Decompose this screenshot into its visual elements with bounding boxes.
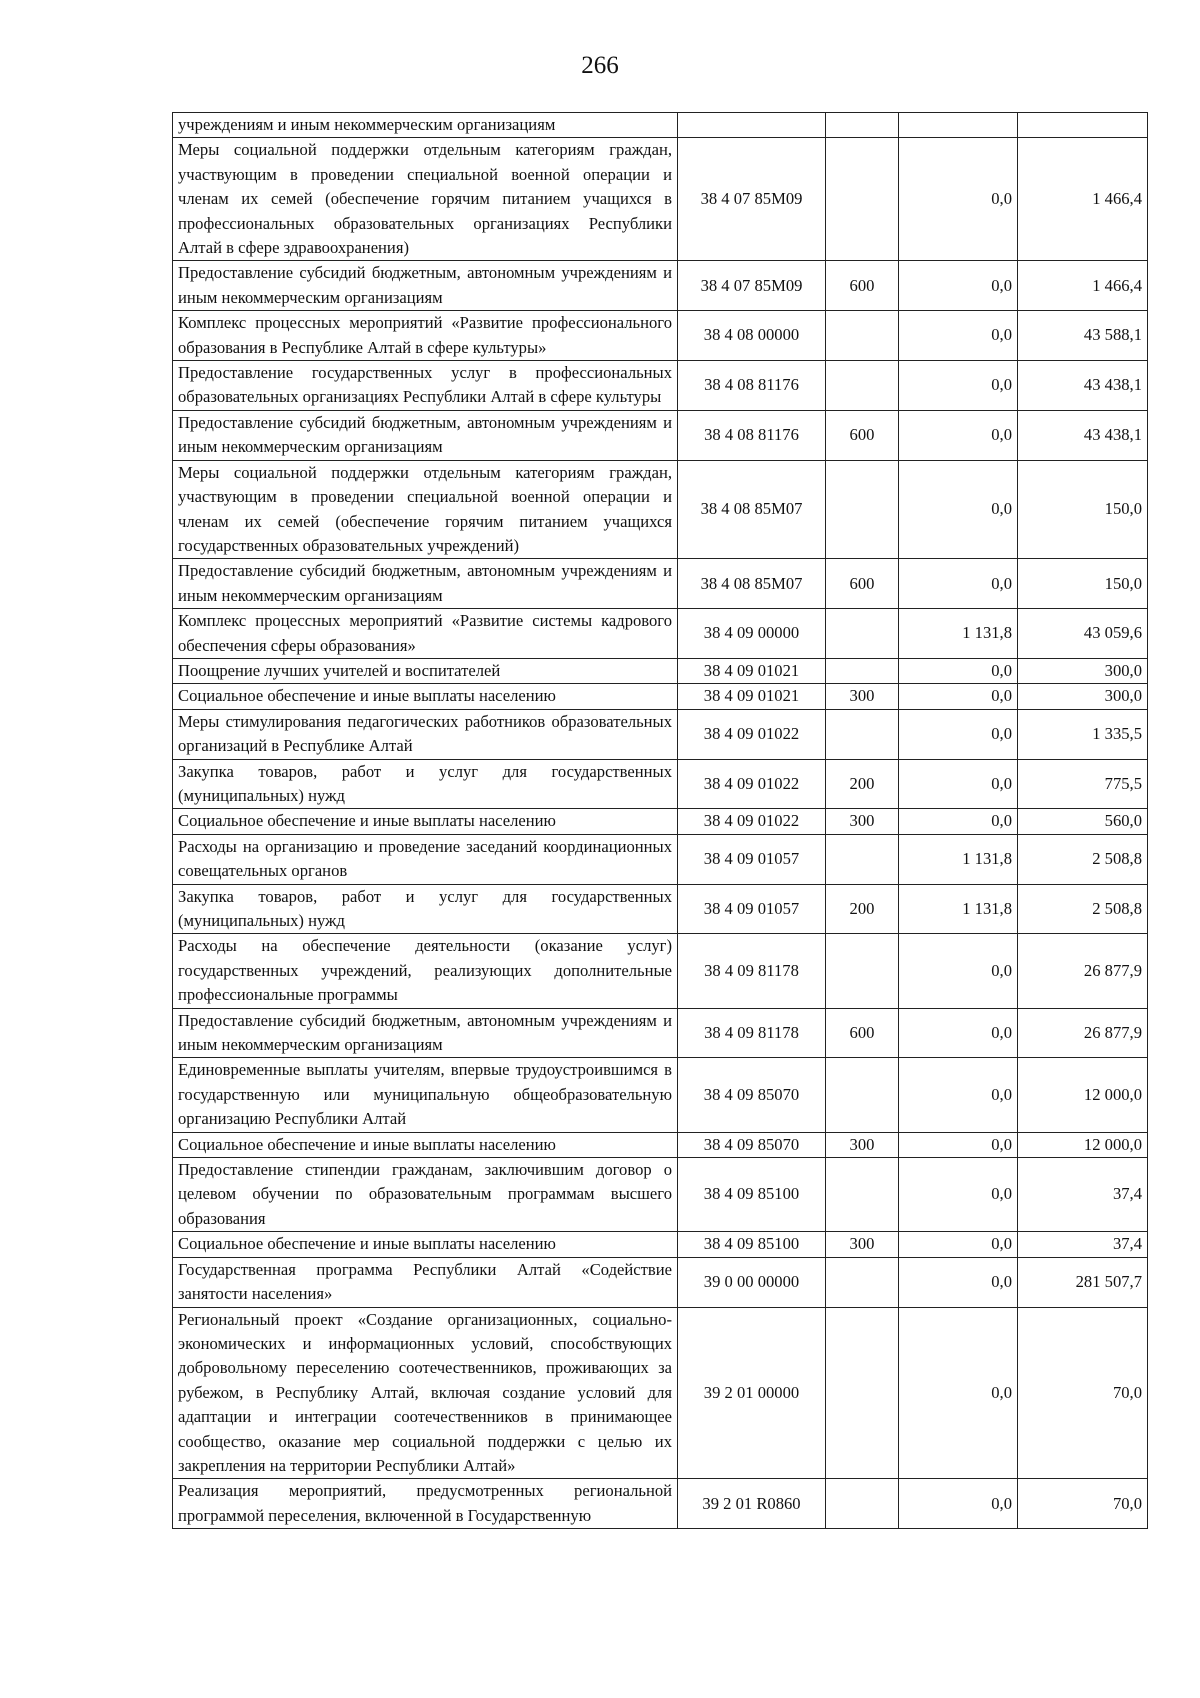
table-row — [173, 1257, 1148, 1307]
row-expense-type-cell — [826, 1058, 899, 1132]
table-row — [173, 311, 1148, 361]
row-name-cell: Меры социальной поддержки отдельным категориям граждан, участвующим в проведении специальной военной операции и членам их семей (обеспечение горячим питанием учащихся государственных образовательных учреждений) — [173, 460, 678, 559]
row-value-2-cell: 300,0 — [1018, 658, 1148, 683]
row-name-cell: Закупка товаров, работ и услуг для государственных (муниципальных) нужд — [173, 884, 678, 934]
table-row — [173, 1307, 1148, 1479]
row-code-cell: 38 4 08 81176 — [678, 410, 826, 460]
row-expense-type-cell: 200 — [826, 884, 899, 934]
table-row — [173, 1158, 1148, 1232]
table-row — [173, 261, 1148, 311]
row-value-1-cell: 0,0 — [899, 1479, 1018, 1529]
row-expense-type-cell — [826, 361, 899, 411]
row-expense-type-cell — [826, 1479, 899, 1529]
row-value-2-cell: 37,4 — [1018, 1158, 1148, 1232]
row-expense-type-cell: 600 — [826, 559, 899, 609]
row-value-2-cell: 1 335,5 — [1018, 709, 1148, 759]
row-code-cell: 38 4 09 00000 — [678, 609, 826, 659]
row-name-cell: Расходы на обеспечение деятельности (оказание услуг) государственных учреждений, реализующих дополнительные профессиональные программы — [173, 934, 678, 1008]
row-value-2-cell: 43 438,1 — [1018, 361, 1148, 411]
page-number: 266 — [581, 52, 619, 79]
row-value-2-cell: 26 877,9 — [1018, 934, 1148, 1008]
row-name-cell: Социальное обеспечение и иные выплаты населению — [173, 809, 678, 834]
row-value-1-cell: 0,0 — [899, 1008, 1018, 1058]
row-value-1-cell: 0,0 — [899, 311, 1018, 361]
row-code-cell: 38 4 09 01057 — [678, 884, 826, 934]
row-code-cell: 38 4 07 85М09 — [678, 138, 826, 261]
row-expense-type-cell: 600 — [826, 1008, 899, 1058]
row-name-cell: Социальное обеспечение и иные выплаты населению — [173, 684, 678, 709]
row-code-cell: 38 4 08 81176 — [678, 361, 826, 411]
table-row — [173, 609, 1148, 659]
table-row — [173, 1058, 1148, 1132]
table-row — [173, 410, 1148, 460]
row-code-cell: 38 4 09 85070 — [678, 1132, 826, 1157]
row-value-1-cell: 0,0 — [899, 1232, 1018, 1257]
row-value-2-cell: 12 000,0 — [1018, 1058, 1148, 1132]
row-expense-type-cell — [826, 113, 899, 138]
row-value-1-cell: 0,0 — [899, 1058, 1018, 1132]
row-name-cell: Предоставление государственных услуг в профессиональных образовательных организациях Республики Алтай в сфере культуры — [173, 361, 678, 411]
row-code-cell: 38 4 09 01022 — [678, 709, 826, 759]
table-row — [173, 809, 1148, 834]
row-value-2-cell: 1 466,4 — [1018, 261, 1148, 311]
row-value-2-cell: 281 507,7 — [1018, 1257, 1148, 1307]
row-value-1-cell: 0,0 — [899, 1158, 1018, 1232]
budget-table — [172, 112, 1148, 1529]
row-expense-type-cell: 300 — [826, 1232, 899, 1257]
table-row — [173, 658, 1148, 683]
row-name-cell: учреждениям и иным некоммерческим организациям — [173, 113, 678, 138]
row-name-cell: Закупка товаров, работ и услуг для государственных (муниципальных) нужд — [173, 759, 678, 809]
row-name-cell: Предоставление стипендии гражданам, заключившим договор о целевом обучении по образовательным программам высшего образования — [173, 1158, 678, 1232]
row-value-1-cell: 0,0 — [899, 1307, 1018, 1479]
table-row — [173, 113, 1148, 138]
row-code-cell: 38 4 09 01057 — [678, 834, 826, 884]
row-name-cell: Социальное обеспечение и иные выплаты населению — [173, 1232, 678, 1257]
row-code-cell: 38 4 09 85100 — [678, 1232, 826, 1257]
row-value-1-cell: 1 131,8 — [899, 884, 1018, 934]
table-row — [173, 834, 1148, 884]
row-expense-type-cell: 600 — [826, 261, 899, 311]
table-row — [173, 138, 1148, 261]
row-expense-type-cell: 200 — [826, 759, 899, 809]
row-code-cell: 39 2 01 R0860 — [678, 1479, 826, 1529]
row-value-2-cell: 37,4 — [1018, 1232, 1148, 1257]
row-expense-type-cell — [826, 138, 899, 261]
row-value-1-cell: 0,0 — [899, 658, 1018, 683]
row-value-1-cell: 0,0 — [899, 709, 1018, 759]
row-value-2-cell: 775,5 — [1018, 759, 1148, 809]
row-expense-type-cell — [826, 834, 899, 884]
row-value-1-cell: 0,0 — [899, 684, 1018, 709]
row-expense-type-cell: 300 — [826, 809, 899, 834]
row-value-2-cell: 560,0 — [1018, 809, 1148, 834]
row-value-2-cell: 70,0 — [1018, 1479, 1148, 1529]
row-value-2-cell: 150,0 — [1018, 559, 1148, 609]
row-code-cell: 38 4 09 01022 — [678, 759, 826, 809]
row-value-2-cell: 43 588,1 — [1018, 311, 1148, 361]
row-code-cell: 38 4 08 85М07 — [678, 559, 826, 609]
row-code-cell: 38 4 09 01021 — [678, 684, 826, 709]
row-name-cell: Комплекс процессных мероприятий «Развитие профессионального образования в Республике Алтай в сфере культуры» — [173, 311, 678, 361]
row-expense-type-cell: 600 — [826, 410, 899, 460]
row-name-cell: Поощрение лучших учителей и воспитателей — [173, 658, 678, 683]
row-code-cell: 38 4 07 85М09 — [678, 261, 826, 311]
row-code-cell: 38 4 09 01022 — [678, 809, 826, 834]
row-value-2-cell: 300,0 — [1018, 684, 1148, 709]
table-row — [173, 559, 1148, 609]
row-name-cell: Комплекс процессных мероприятий «Развитие системы кадрового обеспечения сферы образования» — [173, 609, 678, 659]
table-row — [173, 759, 1148, 809]
row-code-cell — [678, 113, 826, 138]
row-name-cell: Реализация мероприятий, предусмотренных региональной программой переселения, включенной в Государственную — [173, 1479, 678, 1529]
row-code-cell: 39 2 01 00000 — [678, 1307, 826, 1479]
row-code-cell: 38 4 09 85070 — [678, 1058, 826, 1132]
row-value-2-cell — [1018, 113, 1148, 138]
table-row — [173, 884, 1148, 934]
row-value-2-cell: 70,0 — [1018, 1307, 1148, 1479]
row-expense-type-cell: 300 — [826, 684, 899, 709]
row-value-1-cell: 0,0 — [899, 1132, 1018, 1157]
row-expense-type-cell — [826, 1257, 899, 1307]
row-value-2-cell: 2 508,8 — [1018, 884, 1148, 934]
table-row — [173, 361, 1148, 411]
row-expense-type-cell — [826, 311, 899, 361]
row-value-1-cell: 0,0 — [899, 361, 1018, 411]
row-value-2-cell: 43 438,1 — [1018, 410, 1148, 460]
row-name-cell: Предоставление субсидий бюджетным, автономным учреждениям и иным некоммерческим организациям — [173, 261, 678, 311]
row-value-1-cell: 0,0 — [899, 410, 1018, 460]
row-expense-type-cell — [826, 1158, 899, 1232]
row-value-1-cell — [899, 113, 1018, 138]
row-value-1-cell: 0,0 — [899, 261, 1018, 311]
row-value-2-cell: 2 508,8 — [1018, 834, 1148, 884]
row-value-1-cell: 1 131,8 — [899, 609, 1018, 659]
row-expense-type-cell — [826, 934, 899, 1008]
row-value-2-cell: 150,0 — [1018, 460, 1148, 559]
row-name-cell: Предоставление субсидий бюджетным, автономным учреждениям и иным некоммерческим организациям — [173, 1008, 678, 1058]
budget-table-body — [173, 113, 1148, 1529]
row-name-cell: Предоставление субсидий бюджетным, автономным учреждениям и иным некоммерческим организациям — [173, 410, 678, 460]
row-code-cell: 38 4 09 81178 — [678, 1008, 826, 1058]
row-code-cell: 39 0 00 00000 — [678, 1257, 826, 1307]
row-expense-type-cell — [826, 1307, 899, 1479]
row-value-1-cell: 0,0 — [899, 809, 1018, 834]
table-row — [173, 709, 1148, 759]
row-value-1-cell: 0,0 — [899, 1257, 1018, 1307]
row-expense-type-cell — [826, 609, 899, 659]
row-code-cell: 38 4 09 01021 — [678, 658, 826, 683]
table-row — [173, 460, 1148, 559]
row-value-1-cell: 0,0 — [899, 759, 1018, 809]
row-code-cell: 38 4 08 85М07 — [678, 460, 826, 559]
row-value-2-cell: 1 466,4 — [1018, 138, 1148, 261]
row-code-cell: 38 4 09 81178 — [678, 934, 826, 1008]
row-name-cell: Государственная программа Республики Алтай «Содействие занятости населения» — [173, 1257, 678, 1307]
table-row — [173, 1232, 1148, 1257]
row-name-cell: Предоставление субсидий бюджетным, автономным учреждениям и иным некоммерческим организациям — [173, 559, 678, 609]
row-name-cell: Меры социальной поддержки отдельным категориям граждан, участвующим в проведении специальной военной операции и членам их семей (обеспечение горячим питанием учащихся в профессиональных образовательных организациях Республики Алтай в сфере здравоохранения) — [173, 138, 678, 261]
row-code-cell: 38 4 08 00000 — [678, 311, 826, 361]
row-value-2-cell: 43 059,6 — [1018, 609, 1148, 659]
table-row — [173, 1132, 1148, 1157]
row-expense-type-cell — [826, 460, 899, 559]
table-row — [173, 934, 1148, 1008]
row-name-cell: Единовременные выплаты учителям, впервые трудоустроившимся в государственную или муниципальную общеобразовательную организацию Республики Алтай — [173, 1058, 678, 1132]
table-row — [173, 1479, 1148, 1529]
row-expense-type-cell — [826, 658, 899, 683]
row-value-2-cell: 12 000,0 — [1018, 1132, 1148, 1157]
row-name-cell: Меры стимулирования педагогических работников образовательных организаций в Республике Алтай — [173, 709, 678, 759]
row-code-cell: 38 4 09 85100 — [678, 1158, 826, 1232]
table-row — [173, 1008, 1148, 1058]
row-value-1-cell: 0,0 — [899, 460, 1018, 559]
row-expense-type-cell — [826, 709, 899, 759]
row-name-cell: Расходы на организацию и проведение заседаний координационных совещательных органов — [173, 834, 678, 884]
row-value-1-cell: 0,0 — [899, 138, 1018, 261]
row-name-cell: Региональный проект «Создание организационных, социально-экономических и информационных условий, способствующих добровольному переселению соотечественников, проживающих за рубежом, в Республику Алтай, включая создание условий для адаптации и интеграции соотечественников в принимающее сообщество, оказание мер социальной поддержки с целью их закрепления на территории Республики Алтай» — [173, 1307, 678, 1479]
row-value-1-cell: 0,0 — [899, 559, 1018, 609]
row-value-2-cell: 26 877,9 — [1018, 1008, 1148, 1058]
row-name-cell: Социальное обеспечение и иные выплаты населению — [173, 1132, 678, 1157]
row-expense-type-cell: 300 — [826, 1132, 899, 1157]
table-row — [173, 684, 1148, 709]
row-value-1-cell: 1 131,8 — [899, 834, 1018, 884]
row-value-1-cell: 0,0 — [899, 934, 1018, 1008]
